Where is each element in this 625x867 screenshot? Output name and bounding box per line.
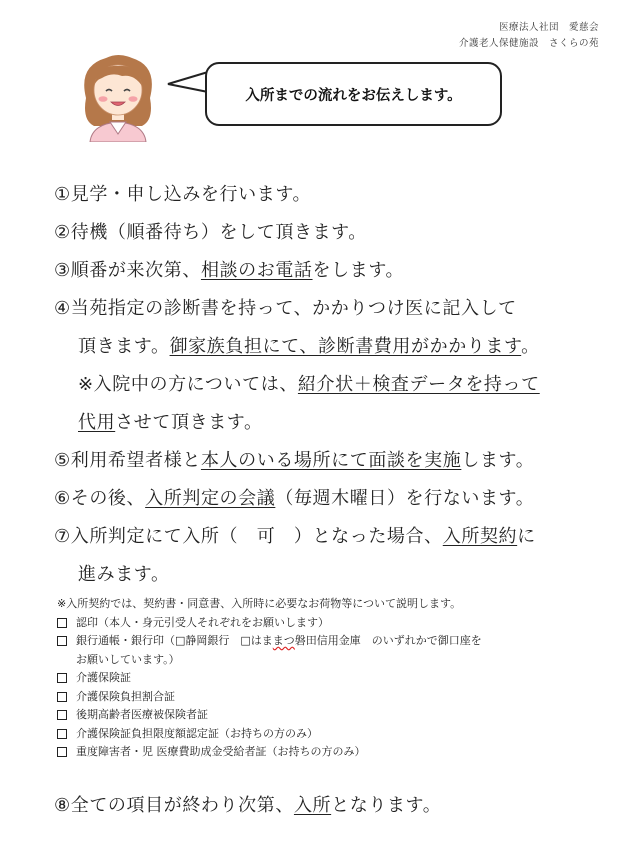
org-name: 医療法人社団 愛慈会 <box>498 22 599 33</box>
checklist-item-5-label: 後期高齢者医療被保険者証 <box>76 708 208 721</box>
checklist-item-7-label: 重度障害者・児 医療費助成金受給者証（お持ちの方のみ） <box>76 745 366 758</box>
checklist-item-2-spellcheck: まつ <box>272 634 295 647</box>
step-5-underline: 本人のいる場所にて面談を実施 <box>200 450 462 471</box>
step-4-note-cont-text: させて頂きます。 <box>115 412 263 433</box>
checklist-item-1 <box>57 614 602 633</box>
step-3-underline: 相談のお電話 <box>200 260 313 281</box>
step-6-underline: 入所判定の会議 <box>145 488 276 509</box>
step-5-end: します。 <box>461 450 535 471</box>
step-4-note-cont <box>54 404 599 442</box>
step-4-note-underline: 紹介状＋検査データを持って <box>297 374 540 395</box>
step-7-cont: 進みます。 <box>78 564 170 585</box>
step-3-text: ③順番が来次第、 <box>54 260 201 281</box>
checkbox-icon <box>57 710 67 720</box>
facility-name: 介護老人保健施設 さくらの苑 <box>458 38 599 49</box>
checklist-item-7 <box>57 743 602 762</box>
step-7-end: に <box>517 526 536 547</box>
step-8-underline: 入所 <box>293 795 332 816</box>
checklist-item-4 <box>57 688 602 707</box>
step-6 <box>54 480 599 518</box>
steps-list <box>54 176 599 594</box>
checklist-item-1-label: 認印（本人・身元引受人それぞれをお願いします） <box>76 615 329 629</box>
bubble-text: 入所までの流れをお伝えします。 <box>245 87 462 104</box>
step-7 <box>54 518 599 556</box>
checkbox-icon <box>57 747 67 757</box>
checkbox-icon <box>57 618 67 628</box>
speech-bubble <box>205 62 502 126</box>
speech-bubble-tail <box>166 68 210 98</box>
checklist-item-4-label: 介護保険負担割合証 <box>76 689 175 703</box>
step-3 <box>54 252 599 290</box>
step-8 <box>54 787 441 825</box>
step-4-cont-end: 。 <box>521 336 540 357</box>
header <box>459 20 599 52</box>
checkbox-icon <box>57 636 67 646</box>
step-4-note <box>54 366 599 404</box>
step-8-text: ⑧全ての項目が終わり次第、 <box>54 795 294 816</box>
notes-intro: ※入所契約では、契約書・同意書、入所時に必要なお荷物等について説明します。 <box>57 597 462 610</box>
checklist-item-2 <box>57 632 602 651</box>
step-7-underline: 入所契約 <box>442 526 518 547</box>
step-6-text: ⑥その後、 <box>54 488 146 509</box>
checkbox-icon <box>57 673 67 683</box>
checklist-item-5 <box>57 706 602 725</box>
contract-notes <box>57 595 602 762</box>
step-4-note-text: ※入院中の方については、 <box>78 374 298 395</box>
checkbox-icon <box>57 729 67 739</box>
step-4-note-cont-underline: 代用 <box>78 412 116 433</box>
checklist-item-6-label: 介護保険証負担限度額認定証（お持ちの方のみ） <box>76 726 318 740</box>
step-7-text: ⑦入所判定にて入所（ 可 ）となった場合、 <box>54 526 443 547</box>
step-2: ②待機（順番待ち）をして頂きます。 <box>54 222 367 243</box>
checklist-item-3-label: 介護保険証 <box>76 671 131 684</box>
step-4-cont-underline: 御家族負担にて、診断書費用がかかります <box>169 336 522 357</box>
checklist-item-6 <box>57 725 602 744</box>
step-4-cont <box>54 328 599 366</box>
step-5 <box>54 442 599 480</box>
checklist-item-2-label-end: 磐田信用金庫 のいずれかで御口座を <box>294 634 482 647</box>
step-4: ④当苑指定の診断書を持って、かかりつけ医に記入して <box>54 298 517 319</box>
staff-avatar-icon <box>68 46 168 142</box>
checklist-item-3 <box>57 669 602 688</box>
step-5-text: ⑤利用希望者様と <box>54 450 201 471</box>
checklist-item-2-cont: お願いしています。） <box>76 652 180 666</box>
step-6-end: （毎週木曜日）を行ないます。 <box>275 488 535 509</box>
checklist-item-2-label: 銀行通帳・銀行印（□静岡銀行 □はま <box>76 634 273 647</box>
step-1: ①見学・申し込みを行います。 <box>54 184 312 205</box>
step-4-cont-text: 頂きます。 <box>78 336 170 357</box>
step-8-end: となります。 <box>331 795 442 816</box>
checkbox-icon <box>57 692 67 702</box>
step-3-end: をします。 <box>312 260 405 281</box>
